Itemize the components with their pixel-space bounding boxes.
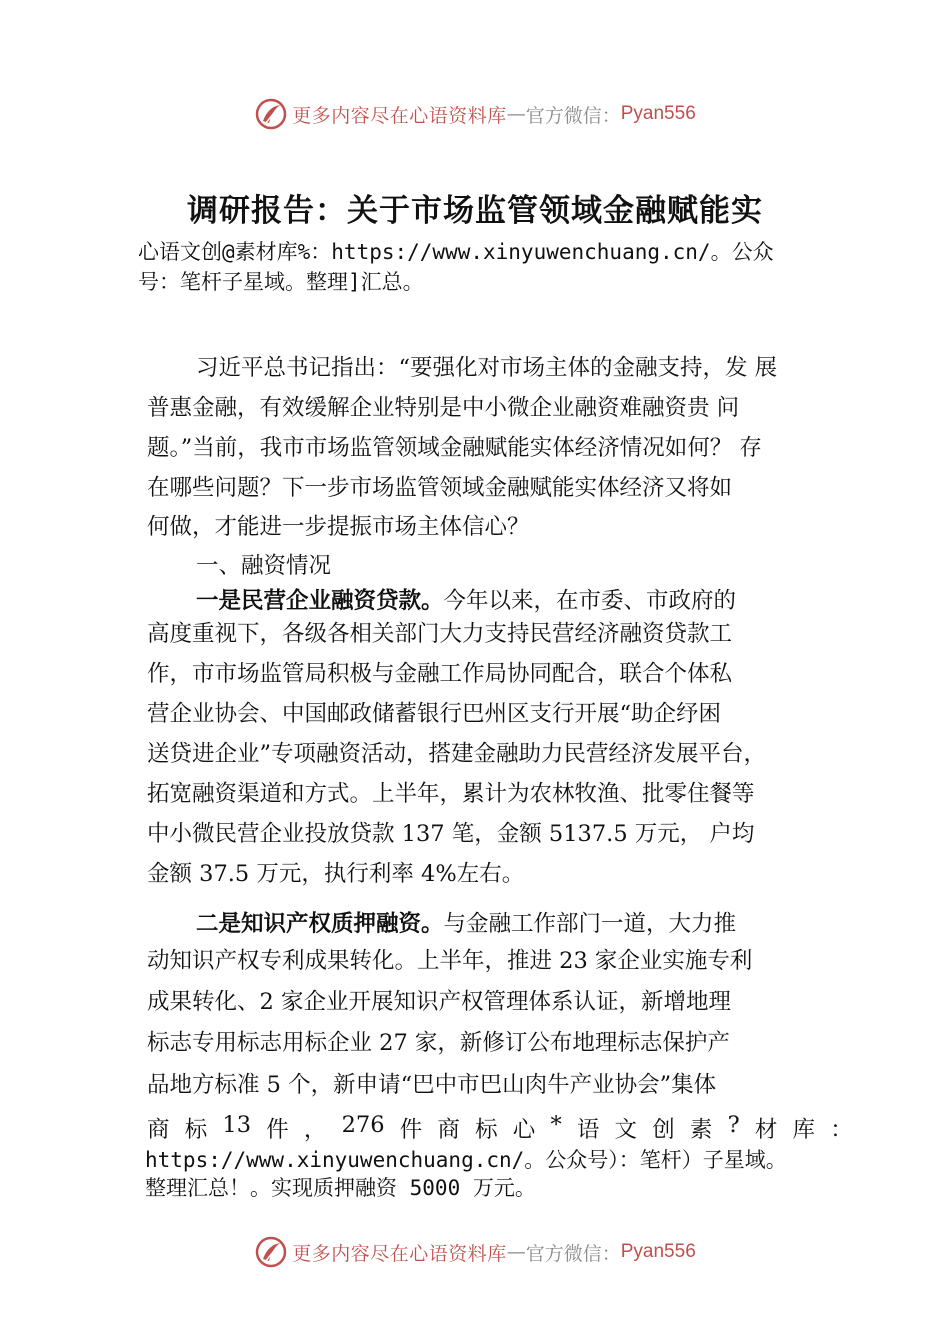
banner-dash: — <box>506 103 526 125</box>
spaced-token: 标 <box>184 1117 208 1143</box>
spaced-token: 心 <box>512 1117 536 1143</box>
intro-line: 普惠金融，有效缓解企业特别是中小微企业融资难融资贵 问 <box>147 395 740 421</box>
spaced-token: 语 <box>576 1117 600 1143</box>
spaced-token: 创 <box>652 1117 675 1143</box>
para2-first-rest: 与金融工作部门一道，大力推 <box>443 911 737 937</box>
spaced-token: 13 <box>222 1112 252 1138</box>
banner-wechat-label: 官方微信： <box>525 104 621 127</box>
para2-spaced-line <box>147 1112 853 1144</box>
spaced-token: 材 <box>754 1117 778 1143</box>
spaced-token: 素 <box>689 1117 713 1143</box>
spaced-token: 件 <box>399 1117 423 1143</box>
para1-line: 营企业协会、中国邮政储蓄银行巴州区支行开展“助企纾困 <box>147 701 722 727</box>
para1-line: 拓宽融资渠道和方式。上半年，累计为农林牧渔、批零住餐等 <box>147 781 755 807</box>
intro-line: 题。”当前，我市市场监管领域金融赋能实体经济情况如何？ 存 <box>147 435 762 461</box>
spaced-token: ? <box>727 1112 740 1138</box>
para1-line: 金额 37.5 万元，执行利率 4%左右。 <box>147 861 525 887</box>
banner-wechat-id: Pyan556 <box>620 1241 696 1262</box>
para2-line: 标志专用标志用标企业 27 家，新修订公布地理标志保护产 <box>147 1030 730 1056</box>
source-line-1: 心语文创@素材库%：https://www.xinyuwenchuang.cn/。公众 <box>138 240 774 264</box>
spaced-token: ， <box>303 1117 327 1143</box>
spaced-token: 标 <box>475 1117 498 1143</box>
spaced-token: 商 <box>147 1117 170 1143</box>
spaced-token: 276 <box>341 1112 385 1138</box>
intro-line: 习近平总书记指出：“要强化对市场主体的金融支持，发 展 <box>196 355 778 381</box>
para1-first-rest: 今年以来，在市委、市政府的 <box>443 588 737 614</box>
banner-dash: — <box>506 1241 526 1263</box>
spaced-token: * <box>550 1112 562 1138</box>
banner-wechat-label: 官方微信： <box>525 1242 621 1265</box>
para2-bold-lead: 二是知识产权质押融资。 <box>196 911 444 937</box>
logo-icon <box>254 1235 288 1269</box>
banner-wechat-id: Pyan556 <box>620 103 696 124</box>
footer-banner <box>0 1232 950 1272</box>
para1-line: 高度重视下，各级各相关部门大力支持民营经济融资贷款工 <box>147 621 733 647</box>
intro-line: 在哪些问题？下一步市场监管领域金融赋能实体经济又将如 <box>147 475 733 501</box>
para2-mono-line: 整理汇总！。实现质押融资 5000 万元。 <box>145 1176 536 1200</box>
section-heading: 一、融资情况 <box>196 553 332 579</box>
para2-line: 成果转化、2 家企业开展知识产权管理体系认证，新增地理 <box>147 989 731 1015</box>
spaced-token: 商 <box>437 1117 460 1143</box>
header-banner <box>0 94 950 134</box>
para2-line: 品地方标准 5 个，新申请“巴中市巴山肉牛产业协会”集体 <box>147 1072 717 1098</box>
banner-text: 更多内容尽在心语资料库 <box>292 104 507 127</box>
banner-text: 更多内容尽在心语资料库 <box>292 1242 507 1265</box>
para1-line: 送贷进企业”专项融资活动，搭建金融助力民营经济发展平台， <box>147 741 767 767</box>
spaced-token: ： <box>830 1117 853 1143</box>
para2-mono-line: https://www.xinyuwenchuang.cn/。公众号）：笔杆）子星域。 <box>145 1148 787 1172</box>
para2-first-line <box>196 906 736 938</box>
spaced-token: 库 <box>792 1117 816 1143</box>
para1-first-line <box>196 583 736 615</box>
intro-line: 何做，才能进一步提振市场主体信心？ <box>147 514 530 540</box>
para1-line: 作，市市场监管局积极与金融工作局协同配合，联合个体私 <box>147 661 733 687</box>
spaced-token: 文 <box>614 1117 638 1143</box>
para1-line: 中小微民营企业投放贷款 137 笔，金额 5137.5 万元， 户均 <box>147 821 755 847</box>
page-title: 调研报告：关于市场监管领域金融赋能实 <box>187 193 763 229</box>
logo-icon <box>254 97 288 131</box>
para1-bold-lead: 一是民营企业融资贷款。 <box>196 588 444 614</box>
spaced-token: 件 <box>266 1117 289 1143</box>
para2-line: 动知识产权专利成果转化。上半年，推进 23 家企业实施专利 <box>147 948 753 974</box>
source-line-2: 号：笔杆子星域。整理]汇总。 <box>138 270 424 294</box>
